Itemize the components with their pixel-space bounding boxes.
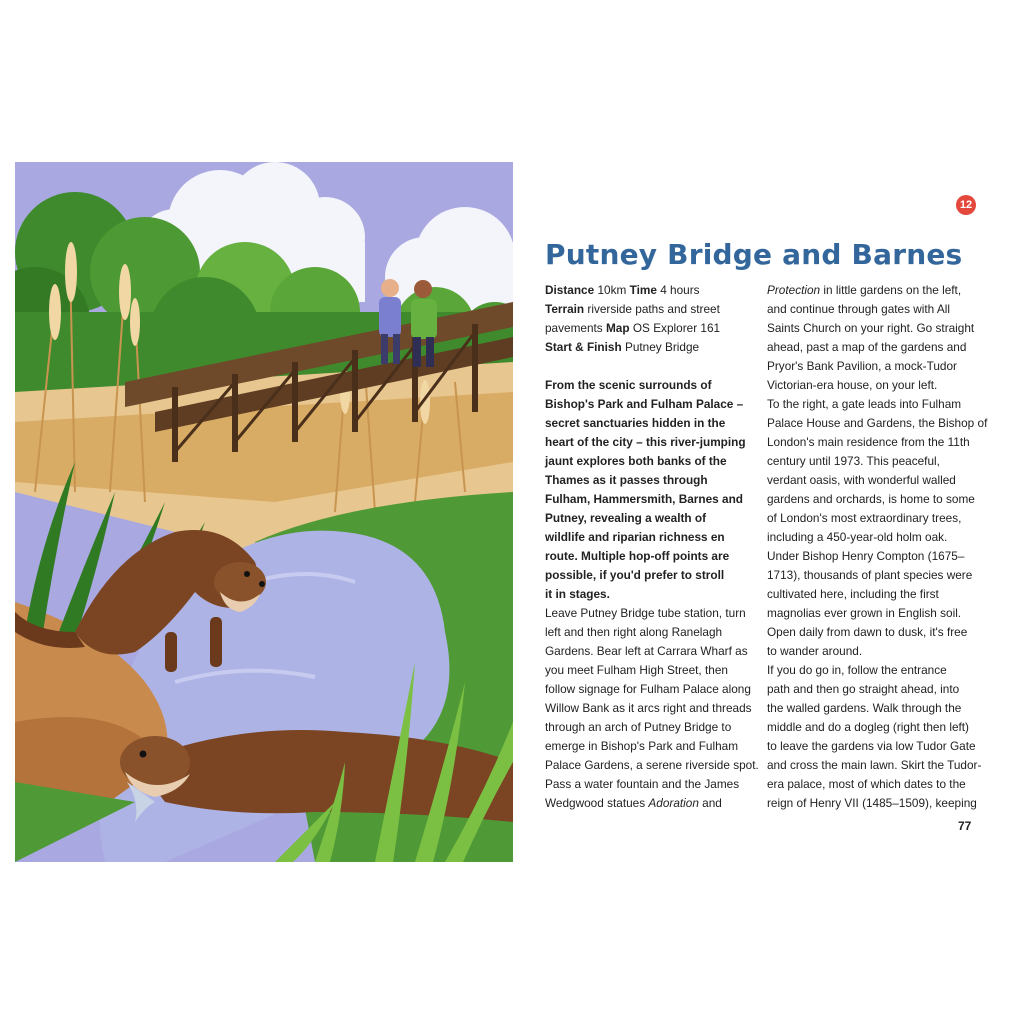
text-run: era palace, most of which dates to the	[767, 777, 966, 791]
text-run: in little gardens on the left,	[820, 283, 962, 297]
text-line	[767, 338, 981, 357]
text-line	[545, 300, 759, 319]
text-line	[767, 718, 981, 737]
text-run: Pryor's Bank Pavilion, a mock-Tudor	[767, 359, 957, 373]
text-run: follow signage for Fulham Palace along	[545, 682, 751, 696]
text-line	[545, 338, 759, 357]
text-run: possible, if you'd prefer to stroll	[545, 568, 725, 582]
text-line	[767, 585, 981, 604]
text-run: Thames as it passes through	[545, 473, 708, 487]
text-line	[767, 642, 981, 661]
text-line	[767, 452, 981, 471]
text-run: Palace Gardens, a serene riverside spot.	[545, 758, 759, 772]
text-run: Map	[605, 321, 630, 335]
text-line	[545, 376, 759, 395]
right-text-column	[767, 281, 988, 813]
route-number-badge: 12	[956, 195, 976, 215]
text-run: From the scenic surrounds of	[545, 378, 712, 392]
text-line	[767, 414, 988, 433]
page-title: Putney Bridge and Barnes	[545, 238, 963, 271]
text-run: and	[698, 796, 722, 810]
text-run: path and then go straight ahead, into	[767, 682, 960, 696]
text-line	[545, 642, 759, 661]
text-run: pavements	[545, 321, 606, 335]
text-run: Pass a water fountain and the James	[545, 777, 740, 791]
text-run: riverside paths and street	[584, 302, 720, 316]
text-run: secret sanctuaries hidden in the	[545, 416, 726, 430]
text-line	[767, 566, 981, 585]
text-line	[545, 528, 759, 547]
text-run: Putney Bridge	[621, 340, 700, 354]
text-line	[545, 661, 759, 680]
text-line	[545, 775, 759, 794]
text-line	[767, 490, 981, 509]
text-line	[767, 737, 981, 756]
text-run: Leave Putney Bridge tube station, turn	[545, 606, 746, 620]
text-line	[545, 737, 759, 756]
text-run: Under Bishop Henry Compton (1675–	[767, 549, 965, 563]
text-run: middle and do a dogleg (right then left)	[767, 720, 969, 734]
text-run: to wander around.	[767, 644, 863, 658]
text-run: Adoration	[648, 796, 699, 810]
text-run: it in stages.	[545, 587, 610, 601]
text-run: If you do go in, follow the entrance	[767, 663, 947, 677]
text-line	[545, 509, 759, 528]
text-run: Start & Finish	[545, 340, 622, 354]
text-line	[545, 566, 759, 585]
text-line	[545, 604, 759, 623]
text-run: Saints Church on your right. Go straight	[767, 321, 975, 335]
text-line	[545, 756, 759, 775]
text-run: ahead, past a map of the gardens and	[767, 340, 967, 354]
text-run: cultivated here, including the first	[767, 587, 939, 601]
text-line	[545, 395, 759, 414]
text-run: Bishop's Park and Fulham Palace –	[545, 397, 744, 411]
text-run: the walled gardens. Walk through the	[767, 701, 962, 715]
text-run: 4 hours	[656, 283, 700, 297]
otters-river-illustration	[15, 162, 513, 862]
text-line	[545, 490, 759, 509]
text-run: Terrain	[545, 302, 585, 316]
text-line	[767, 680, 981, 699]
text-line	[767, 528, 981, 547]
text-run: left and then right along Ranelagh	[545, 625, 723, 639]
text-line	[545, 433, 759, 452]
text-line	[545, 623, 759, 642]
text-run: Gardens. Bear left at Carrara Wharf as	[545, 644, 748, 658]
text-run: including a 450-year-old holm oak.	[767, 530, 948, 544]
text-run: you meet Fulham High Street, then	[545, 663, 728, 677]
text-line	[545, 319, 759, 338]
text-run: and continue through gates with All	[767, 302, 950, 316]
text-line	[545, 585, 759, 604]
text-line	[767, 433, 981, 452]
text-run: of London's most extraordinary trees,	[767, 511, 962, 525]
text-line	[767, 281, 981, 300]
text-run: Palace House and Gardens, the Bishop of	[767, 416, 988, 430]
text-line	[545, 680, 759, 699]
text-line	[545, 699, 759, 718]
text-run: emerge in Bishop's Park and Fulham	[545, 739, 739, 753]
text-line	[767, 376, 981, 395]
text-line	[767, 604, 981, 623]
text-line	[767, 300, 981, 319]
text-line	[545, 414, 759, 433]
text-line	[545, 471, 759, 490]
text-run: and cross the main lawn. Skirt the Tudor-	[767, 758, 982, 772]
page-number: 77	[958, 819, 972, 833]
illustration-canvas	[15, 162, 513, 862]
text-run: London's main residence from the 11th	[767, 435, 970, 449]
text-line	[767, 319, 981, 338]
text-run: heart of the city – this river-jumping	[545, 435, 746, 449]
text-line	[545, 357, 759, 376]
text-line	[767, 395, 981, 414]
text-line	[545, 547, 759, 566]
text-line	[545, 281, 759, 300]
text-run: route. Multiple hop-off points are	[545, 549, 730, 563]
text-run: Putney, revealing a wealth of	[545, 511, 707, 525]
text-run: reign of Henry VII (1485–1509), keeping	[767, 796, 977, 810]
text-line	[545, 718, 759, 737]
text-run: verdant oasis, with wonderful walled	[767, 473, 956, 487]
text-run: Wedgwood statues	[545, 796, 649, 810]
text-run: Victorian-era house, on your left.	[767, 378, 938, 392]
text-line	[767, 794, 981, 813]
text-run: 10km	[594, 283, 630, 297]
text-line	[545, 452, 759, 471]
text-run: to leave the gardens via low Tudor Gate	[767, 739, 976, 753]
text-line	[767, 623, 981, 642]
left-text-column	[545, 281, 759, 813]
text-line	[545, 794, 759, 813]
text-run: To the right, a gate leads into Fulham	[767, 397, 962, 411]
text-line	[767, 661, 981, 680]
text-run: gardens and orchards, is home to some	[767, 492, 975, 506]
text-line	[767, 357, 981, 376]
text-run: magnolias ever grown in English soil.	[767, 606, 962, 620]
text-run: OS Explorer 161	[629, 321, 721, 335]
text-run: 1713), thousands of plant species were	[767, 568, 973, 582]
text-line	[767, 756, 981, 775]
text-line	[767, 471, 981, 490]
text-run: century until 1973. This peaceful,	[767, 454, 940, 468]
text-line	[767, 699, 981, 718]
text-run: Protection	[767, 283, 821, 297]
text-run: jaunt explores both banks of the	[545, 454, 727, 468]
text-run: wildlife and riparian richness en	[545, 530, 725, 544]
text-line	[767, 775, 981, 794]
text-run: Time	[629, 283, 657, 297]
text-run: Willow Bank as it arcs right and threads	[545, 701, 752, 715]
text-line	[767, 547, 981, 566]
text-line	[767, 509, 981, 528]
text-run: Open daily from dawn to dusk, it's free	[767, 625, 968, 639]
text-run: Distance	[545, 283, 595, 297]
text-run: Fulham, Hammersmith, Barnes and	[545, 492, 743, 506]
text-run: through an arch of Putney Bridge to	[545, 720, 732, 734]
